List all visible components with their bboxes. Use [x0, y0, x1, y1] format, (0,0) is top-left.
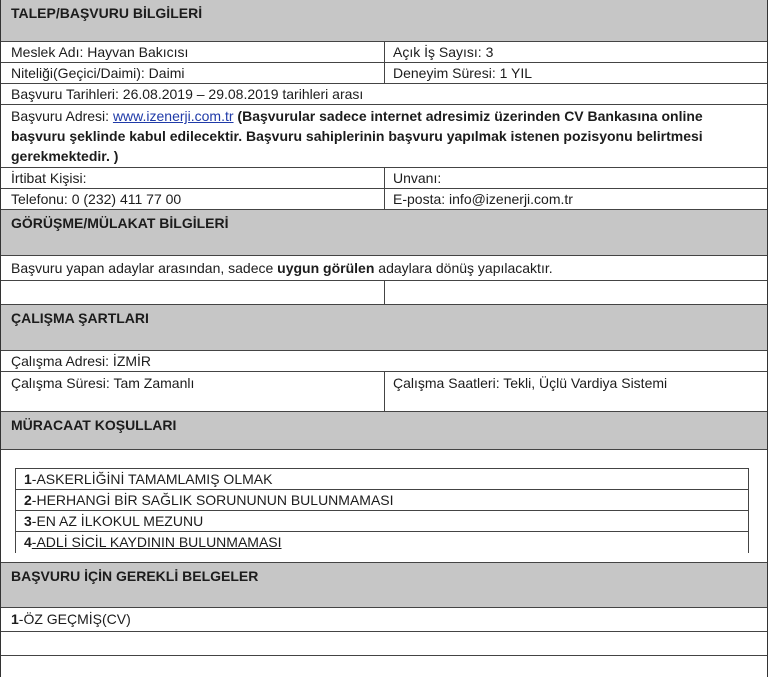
meslek-adi: Meslek Adı: Hayvan Bakıcısı [1, 42, 385, 62]
list-item [16, 490, 748, 511]
gorusme-text-a: Başvuru yapan adaylar arasından, sadece [11, 260, 278, 276]
row-gorusme-text [1, 256, 767, 281]
row-belge-blank [1, 632, 767, 656]
section-header-gorusme [1, 210, 767, 256]
item-number: 1 [24, 471, 32, 487]
row-irtibat [1, 168, 767, 189]
row-tarih [1, 84, 767, 105]
website-link[interactable]: www.izenerji.com.tr [112, 108, 234, 124]
blank-cell [385, 281, 767, 304]
list-item [16, 511, 748, 532]
row-gorusme-blank [1, 281, 767, 305]
header-text: GÖRÜŞME/MÜLAKAT BİLGİLERİ [11, 215, 229, 231]
calisma-adresi: Çalışma Adresi: İZMİR [11, 353, 152, 369]
blank-cell [1, 632, 767, 655]
section-header-talep [1, 0, 767, 42]
item-text: -ADLİ SİCİL KAYDININ BULUNMAMASI [31, 534, 282, 550]
calisma-suresi: Çalışma Süresi: Tam Zamanlı [1, 372, 385, 411]
item-number: 2 [24, 492, 32, 508]
gorusme-text-b: adaylara dönüş yapılacaktır. [374, 260, 553, 276]
gorusme-text-bold: uygun görülen [277, 260, 375, 276]
acik-is-sayisi: Açık İş Sayısı: 3 [393, 44, 494, 60]
section-header-calisma [1, 305, 767, 351]
deneyim-suresi: Deneyim Süresi: 1 YIL [393, 65, 533, 81]
item-text: -ÖZ GEÇMİŞ(CV) [18, 611, 131, 627]
basvuru-adresi [1, 105, 767, 167]
list-item [16, 532, 748, 553]
eposta: E-posta: info@izenerji.com.tr [393, 191, 573, 207]
muracaat-list [15, 468, 749, 553]
blank-cell [1, 281, 385, 304]
header-text: TALEP/BAŞVURU BİLGİLERİ [11, 5, 203, 21]
unvani: Unvanı: [393, 170, 442, 186]
header-text: BAŞVURU İÇİN GEREKLİ BELGELER [11, 568, 259, 584]
item-number: 4 [24, 534, 32, 550]
item-text: -ASKERLİĞİNİ TAMAMLAMIŞ OLMAK [31, 471, 273, 487]
section-header-belgeler [1, 562, 767, 608]
row-meslek [1, 42, 767, 63]
adres-label: Başvuru Adresi: [11, 108, 113, 124]
calisma-saatleri: Çalışma Saatleri: Tekli, Üçlü Vardiya Sistemi [393, 375, 668, 391]
muracaat-list-wrap [1, 450, 767, 562]
list-item [16, 469, 748, 490]
item-text: -HERHANGİ BİR SAĞLIK SORUNUNUN BULUNMAMASI [31, 492, 394, 508]
item-text: -EN AZ İLKOKUL MEZUNU [31, 513, 204, 529]
row-calisma-adres [1, 351, 767, 372]
gorusme-text [1, 256, 767, 280]
irtibat-kisisi: İrtibat Kişisi: [1, 168, 385, 188]
row-belge-1 [1, 608, 767, 632]
header-text: MÜRACAAT KOŞULLARI [11, 417, 177, 433]
row-telefon [1, 189, 767, 210]
row-calisma-sure [1, 372, 767, 412]
belge-item [1, 608, 767, 631]
row-adres [1, 105, 767, 168]
niteligi: Niteliği(Geçici/Daimi): Daimi [1, 63, 385, 83]
section-header-muracaat [1, 412, 767, 450]
telefon: Telefonu: 0 (232) 411 77 00 [1, 189, 385, 209]
row-nitelik [1, 63, 767, 84]
adres-note: (Başvurular sadece internet adresimiz üzerinden CV Bankasına online başvuru şeklinde kabul edilecektir. Başvuru sahiplerinin başvuru yapılmak istenen pozisyonu belirtmesi gerekmektedir. ) [11, 108, 703, 164]
basvuru-tarihleri: Başvuru Tarihleri: 26.08.2019 – 29.08.2019 tarihleri arası [11, 86, 364, 102]
item-number: 1 [11, 611, 19, 627]
header-text: ÇALIŞMA ŞARTLARI [11, 310, 149, 326]
item-number: 3 [24, 513, 32, 529]
